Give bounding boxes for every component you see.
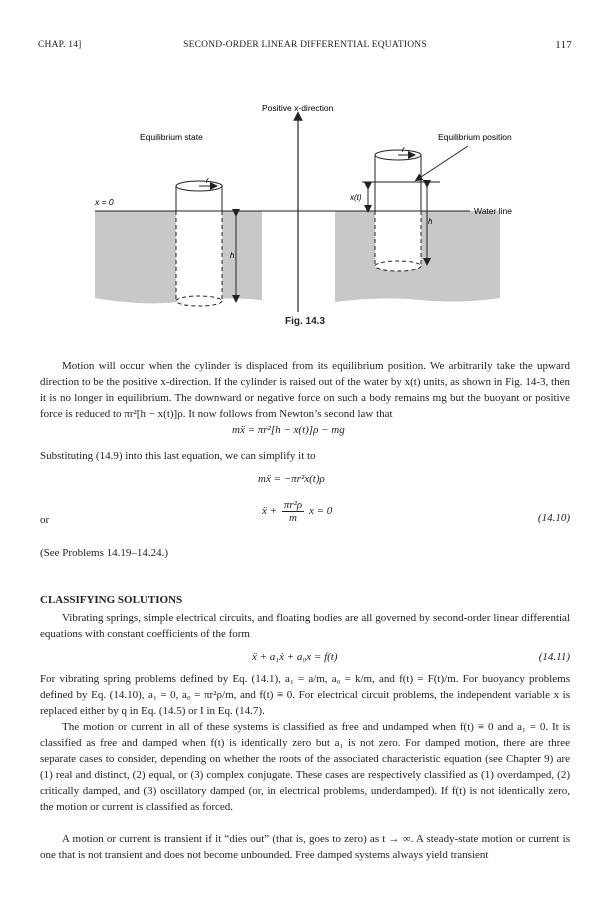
or-label: or bbox=[40, 514, 50, 526]
see-problems: (See Problems 14.19–14.24.) bbox=[40, 547, 169, 559]
eq-14-10-numerator: πr²ρ bbox=[283, 499, 303, 511]
eq-14-10-fraction bbox=[282, 499, 304, 524]
label-x-zero: x = 0 bbox=[95, 197, 114, 207]
eq-14-10-lhs: ẍ + bbox=[262, 505, 278, 518]
label-positive-direction: Positive x-direction bbox=[262, 103, 334, 113]
label-xt: x(t) bbox=[350, 193, 362, 202]
figure-14-3 bbox=[0, 0, 610, 340]
label-water-line: Water line bbox=[474, 206, 512, 216]
paragraph-classification: The motion or current in all of these systems is classified as free and undamped when f(t) ≡ 0 and a₁ = 0. It is classified as free and damped when f(t) is identically zero but a₁ is not zero. For damped motion, there are three separate cases to consider, depending on whether the roots of the associated characteristic equation (see Chapter 9) are (1) real and distinct, (2) equal, or (3) complex conjugate. These cases are respectively classified as (1) overdamped, (2) critically damped, and (3) oscillatory damped (or, in electrical problems, underdamped). If f(t) is not identically zero, the motion or current is classified as forced. bbox=[40, 721, 570, 813]
right-cylinder-above bbox=[375, 155, 421, 211]
label-r-right: r bbox=[402, 145, 405, 154]
paragraph-spring-problems: For vibrating spring problems defined by Eq. (14.1), a₁ = a/m, a₀ = k/m, and f(t) = F(t)/m. For buoyancy problems defined by Eq. (14.10), a₁ = 0, a₀ = πr²ρ/m, and f(t) ≡ 0. For electrical circuit problems, the independent variable x is replaced either by q in Eq. (14.5) or I in Eq. (14.7). bbox=[40, 673, 570, 717]
chapter-label: CHAP. 14] bbox=[38, 40, 82, 50]
equation-14-10 bbox=[262, 499, 332, 524]
equation-simplified: mẍ = −πr²x(t)ρ bbox=[258, 473, 325, 485]
paragraph-motion: Motion will occur when the cylinder is displaced from its equilibrium position. We arbitrarily take the upward direction to be the positive x-direction. If the cylinder is raised out of the water by x(t) units, as shown in Fig. 14-3, then it is no longer in equilibrium. The downward or negative force on such a body remains mg but the buoyant or positive force is reduced to πr²[h − x(t)]ρ. It now follows from Newton’s second law that bbox=[40, 360, 570, 420]
equation-newton: mẍ = πr²[h − x(t)]ρ − mg bbox=[232, 424, 345, 436]
right-cylinder-submerged bbox=[375, 211, 421, 266]
figure-caption: Fig. 14.3 bbox=[284, 316, 325, 327]
page-number: 117 bbox=[555, 39, 572, 51]
label-equilibrium-position: Equilibrium position bbox=[438, 132, 512, 142]
chapter-title: SECOND-ORDER LINEAR DIFFERENTIAL EQUATIONS bbox=[183, 40, 427, 50]
equation-number-14-10: (14.10) bbox=[537, 512, 570, 524]
equation-14-11: ẍ + a₁ẋ + a₀x = f(t) bbox=[252, 651, 338, 663]
paragraph-substituting: Substituting (14.9) into this last equation, we can simplify it to bbox=[40, 450, 316, 462]
label-h-right: h bbox=[428, 217, 433, 226]
paragraph-transient: A motion or current is transient if it “dies out” (that is, goes to zero) as t → ∞. A steady-state motion or current is one that is not transient and does not become unbounded. Free damped systems always yield transient bbox=[40, 833, 570, 861]
label-h-left: h bbox=[230, 251, 235, 260]
left-cylinder-submerged bbox=[176, 211, 222, 301]
equation-number-14-11: (14.11) bbox=[538, 651, 570, 663]
section-heading: CLASSIFYING SOLUTIONS bbox=[40, 594, 183, 606]
eq-14-10-rhs: x = 0 bbox=[308, 505, 333, 518]
eq-14-10-denominator: m bbox=[289, 512, 297, 524]
label-r-left: r bbox=[206, 176, 209, 185]
paragraph-vibrating: Vibrating springs, simple electrical circuits, and floating bodies are all governed by second-order linear differential equations with constant coefficients of the form bbox=[40, 612, 570, 640]
label-equilibrium-state: Equilibrium state bbox=[140, 132, 203, 142]
